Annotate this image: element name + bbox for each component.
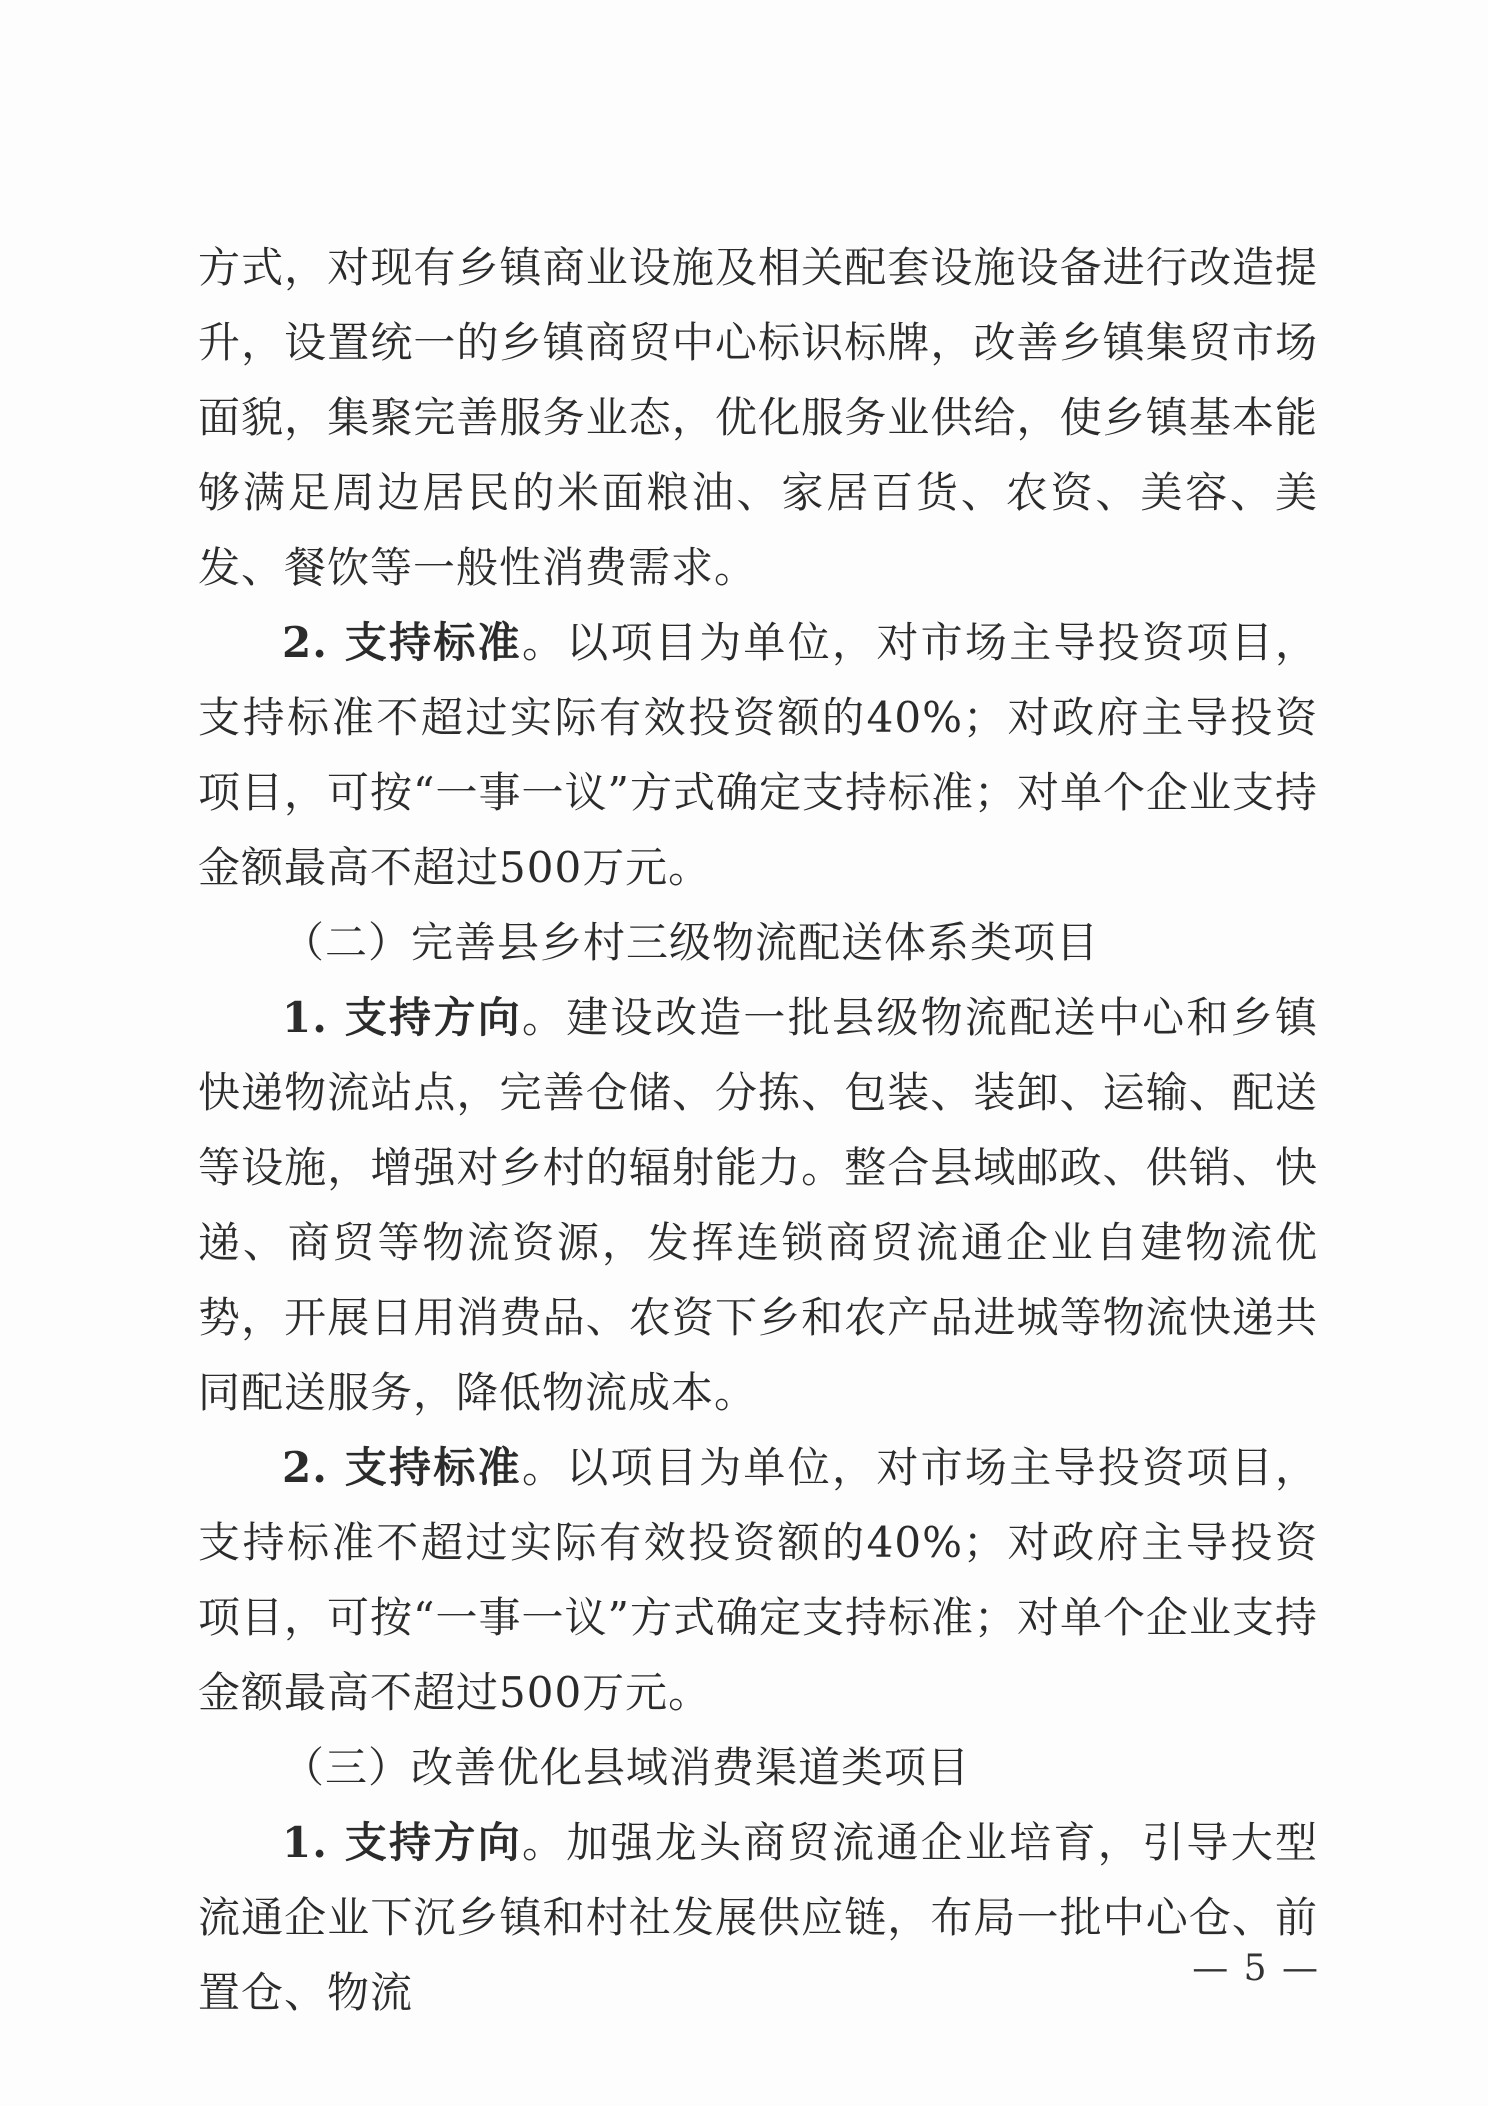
heading-text: （三）改善优化县域消费渠道类项目 bbox=[282, 1743, 971, 1792]
paragraph-support-direction-logistics bbox=[198, 980, 1318, 1430]
paragraph-label: 2. 支持标准 bbox=[282, 1443, 522, 1492]
paragraph-support-direction-channels bbox=[198, 1805, 1318, 2030]
paragraph-support-standard-2 bbox=[198, 1430, 1318, 1730]
paragraph-text: 。以项目为单位，对市场主导投资项目，支持标准不超过实际有效投资额的40%；对政府主导投资项目，可按“一事一议”方式确定支持标准；对单个企业支持金额最高不超过500万元。 bbox=[198, 1443, 1318, 1717]
paragraph-township-upgrade bbox=[198, 230, 1318, 605]
section-heading-logistics bbox=[198, 905, 1318, 980]
paragraph-text: 。建设改造一批县级物流配送中心和乡镇快递物流站点，完善仓储、分拣、包装、装卸、运输、配送等设施，增强对乡村的辐射能力。整合县域邮政、供销、快递、商贸等物流资源，发挥连锁商贸流通企业自建物流优势，开展日用消费品、农资下乡和农产品进城等物流快递共同配送服务，降低物流成本。 bbox=[198, 993, 1318, 1417]
paragraph-label: 1. 支持方向 bbox=[282, 993, 522, 1042]
paragraph-support-standard-1 bbox=[198, 605, 1318, 905]
paragraph-label: 2. 支持标准 bbox=[282, 618, 522, 667]
paragraph-text: 。加强龙头商贸流通企业培育，引导大型流通企业下沉乡镇和村社发展供应链，布局一批中心仓、前置仓、物流 bbox=[198, 1818, 1318, 2017]
heading-text: （二）完善县乡村三级物流配送体系类项目 bbox=[282, 918, 1100, 967]
paragraph-label: 1. 支持方向 bbox=[282, 1818, 522, 1867]
paragraph-text: 。以项目为单位，对市场主导投资项目，支持标准不超过实际有效投资额的40%；对政府主导投资项目，可按“一事一议”方式确定支持标准；对单个企业支持金额最高不超过500万元。 bbox=[198, 618, 1318, 892]
page-number: — 5 — bbox=[1192, 1948, 1320, 1989]
document-body bbox=[198, 230, 1318, 2030]
paragraph-text: 方式，对现有乡镇商业设施及相关配套设施设备进行改造提升，设置统一的乡镇商贸中心标识标牌，改善乡镇集贸市场面貌，集聚完善服务业态，优化服务业供给，使乡镇基本能够满足周边居民的米面粮油、家居百货、农资、美容、美发、餐饮等一般性消费需求。 bbox=[198, 243, 1318, 592]
section-heading-consumption-channels bbox=[198, 1730, 1318, 1805]
